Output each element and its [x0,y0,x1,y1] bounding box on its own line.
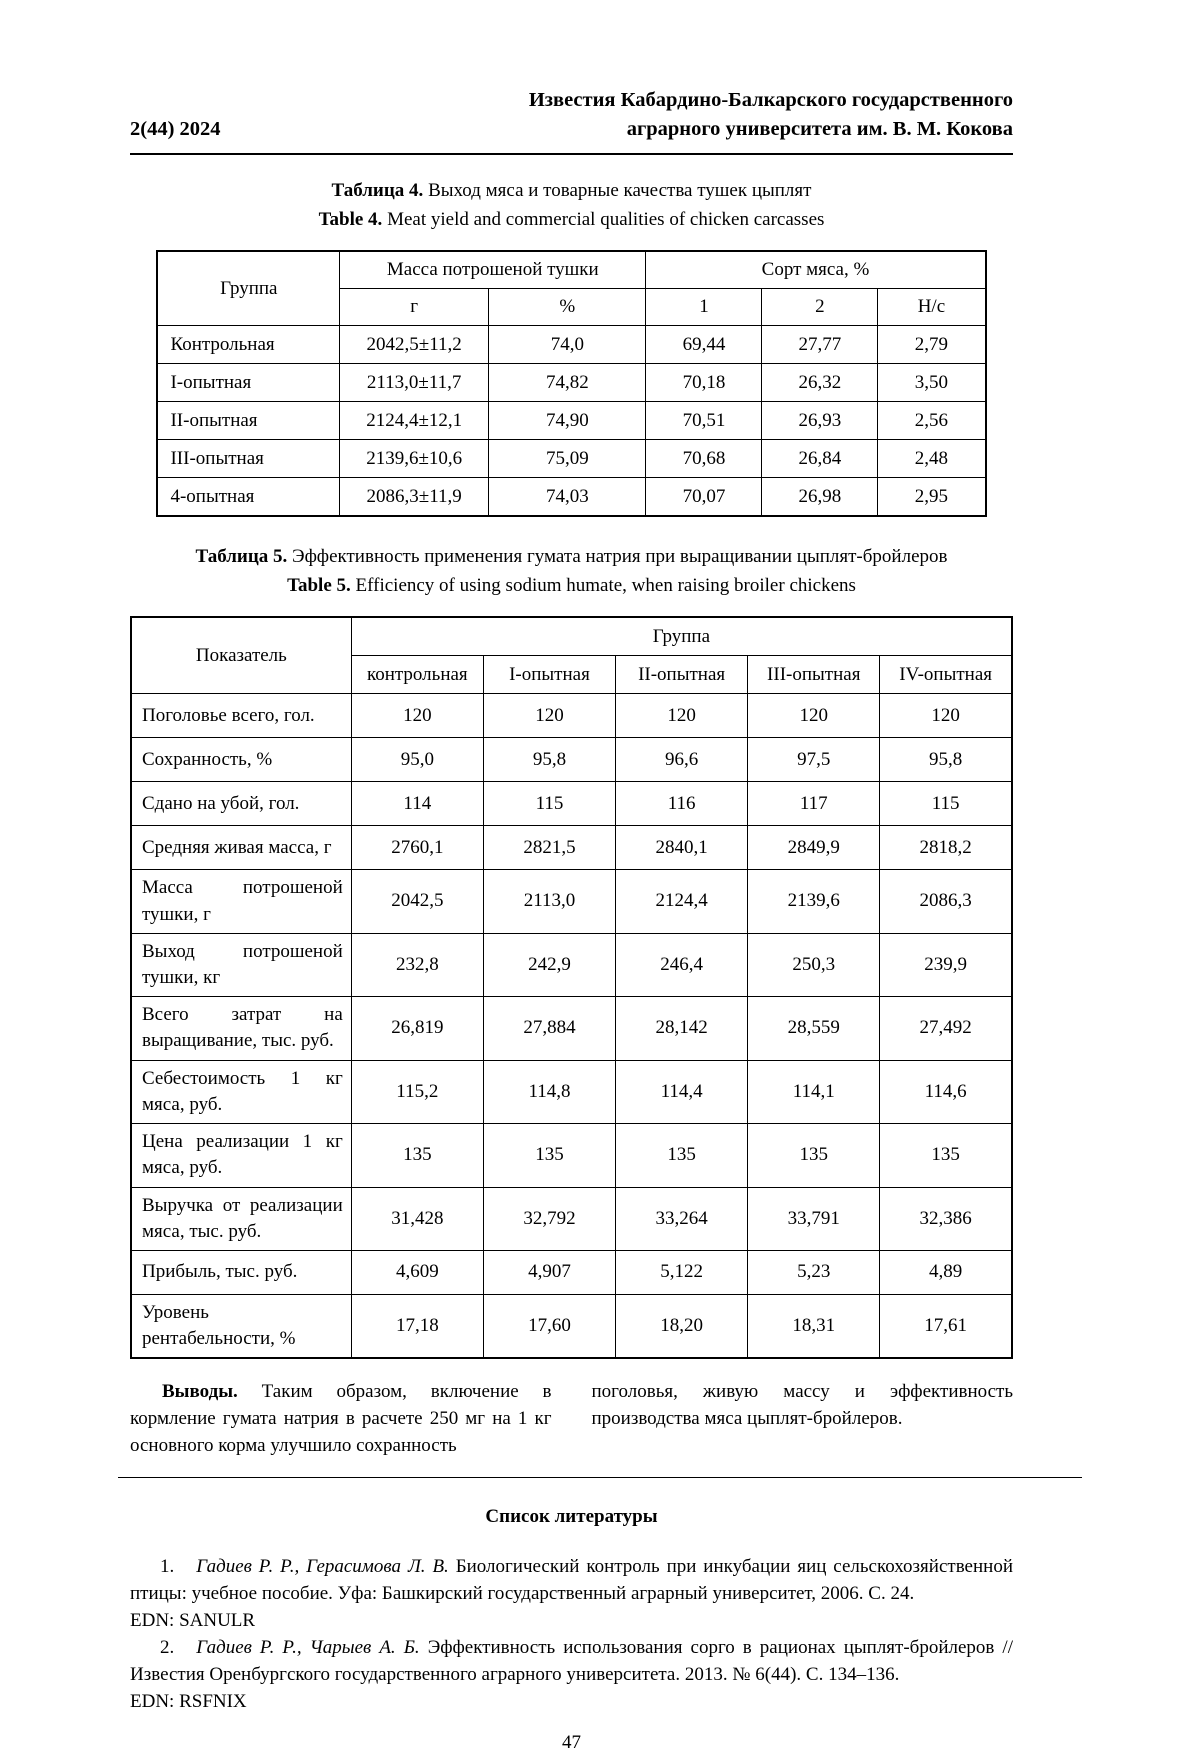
row-label: Сохранность, % [131,738,351,782]
table-row [131,870,1012,933]
row-value: 70,68 [646,440,762,478]
reference-2-edn: EDN: RSFNIX [130,1691,247,1713]
row-value: 18,31 [748,1295,880,1359]
row-value: 95,8 [880,738,1012,782]
row-value: 239,9 [880,933,1012,996]
row-value: 114,8 [483,1060,615,1123]
row-label: Поголовье всего, гол. [131,694,351,738]
row-value: 74,03 [489,478,646,517]
table5-caption-ru-label: Таблица 5. [195,546,288,568]
row-label: Выход потрошеной тушки, кг [131,933,351,996]
table5-subheader-control: контрольная [351,656,483,694]
table4-subheader-percent: % [489,289,646,326]
row-value: 114,6 [880,1060,1012,1123]
row-value: 2139,6±10,6 [340,440,489,478]
row-value: 26,32 [762,364,878,402]
row-value: 95,0 [351,738,483,782]
row-value: 120 [351,694,483,738]
row-value: 116 [616,782,748,826]
row-value: 246,4 [616,933,748,996]
row-value: 135 [351,1124,483,1187]
conclusion-section [130,1379,1013,1459]
table4-header [157,251,985,326]
row-value: 27,77 [762,326,878,364]
table4-subheader-grade2: 2 [762,289,878,326]
table5-caption-en-text: Efficiency of using sodium humate, when raising broiler chickens [350,574,856,596]
table4-caption [130,177,1013,234]
row-value: 17,18 [351,1295,483,1359]
table5-subheader-exp1: I-опытная [483,656,615,694]
table5-subheader-exp4: IV-опытная [880,656,1012,694]
journal-title-line2: аграрного университета им. В. М. Кокова [626,117,1013,140]
row-value: 31,428 [351,1187,483,1250]
table-row [131,826,1012,870]
row-label: Контрольная [157,326,339,364]
page-number: 47 [562,1732,581,1754]
row-label: Средняя живая масса, г [131,826,351,870]
row-value: 26,819 [351,997,483,1060]
row-value: 74,0 [489,326,646,364]
row-value: 114,4 [616,1060,748,1123]
conclusion-lead: Выводы. [162,1381,238,1403]
table5-subheader-exp3: III-опытная [748,656,880,694]
table-row [131,997,1012,1060]
row-value: 2,95 [878,478,986,517]
table5-caption-en [130,572,1013,601]
table4-caption-en-text: Meat yield and commercial qualities of chicken carcasses [382,208,825,230]
table5-caption-ru [130,543,1013,572]
row-value: 2840,1 [616,826,748,870]
reference-item-2 [130,1635,1013,1716]
reference-1-number: 1. [160,1556,175,1578]
row-value: 4,609 [351,1251,483,1295]
row-value: 26,98 [762,478,878,517]
table5-caption-en-label: Table 5. [287,574,351,596]
row-value: 4,89 [880,1251,1012,1295]
row-label: Масса потрошеной тушки, г [131,870,351,933]
row-value: 27,884 [483,997,615,1060]
row-value: 2818,2 [880,826,1012,870]
row-value: 120 [616,694,748,738]
row-value: 74,82 [489,364,646,402]
row-value: 28,559 [748,997,880,1060]
table-row [157,478,985,517]
row-value: 135 [748,1124,880,1187]
row-value: 250,3 [748,933,880,996]
table4-caption-en [130,206,1013,235]
issue-label: 2(44) 2024 [130,118,221,141]
row-value: 232,8 [351,933,483,996]
table5-efficiency [130,616,1013,1359]
table4-header-row1 [157,251,985,289]
row-label: Цена реализации 1 кг мяса, руб. [131,1124,351,1187]
row-label: Уровень рентабельности, % [131,1295,351,1359]
row-value: 117 [748,782,880,826]
table-row [131,1124,1012,1187]
row-value: 2042,5 [351,870,483,933]
table-row [157,440,985,478]
row-value: 114 [351,782,483,826]
table4-subheader-nonstandard: Н/с [878,289,986,326]
row-value: 120 [748,694,880,738]
table-row [131,1251,1012,1295]
row-label: III-опытная [157,440,339,478]
row-value: 2,79 [878,326,986,364]
row-value: 74,90 [489,402,646,440]
row-value: 2086,3 [880,870,1012,933]
header-divider [130,153,1013,155]
row-value: 3,50 [878,364,986,402]
table4-caption-ru [130,177,1013,206]
table5-subheader-exp2: II-опытная [616,656,748,694]
table4-body [157,326,985,517]
row-value: 135 [880,1124,1012,1187]
row-value: 2113,0 [483,870,615,933]
reference-1-authors: Гадиев Р. Р., Герасимова Л. В. [196,1556,449,1578]
row-value: 33,791 [748,1187,880,1250]
conclusion-text2: поголовья, живую массу и эффективность производства мяса цыплят-бройлеров. [591,1381,1013,1430]
row-label: Сдано на убой, гол. [131,782,351,826]
conclusion-text1: Таким образом, включение в кормление гумата натрия в расчете 250 мг на 1 кг основного корма улучшило сохранность [130,1381,552,1456]
table4-caption-ru-text: Выход мяса и товарные качества тушек цыплят [423,180,812,202]
row-value: 5,122 [616,1251,748,1295]
table5-caption-ru-text: Эффективность применения гумата натрия при выращивании цыплят-бройлеров [287,546,948,568]
row-value: 75,09 [489,440,646,478]
row-value: 17,61 [880,1295,1012,1359]
row-value: 96,6 [616,738,748,782]
row-value: 18,20 [616,1295,748,1359]
row-value: 242,9 [483,933,615,996]
row-label: I-опытная [157,364,339,402]
table4-caption-en-label: Table 4. [318,208,383,230]
row-value: 28,142 [616,997,748,1060]
row-label: Выручка от реализации мяса, тыс. руб. [131,1187,351,1250]
row-value: 2042,5±11,2 [340,326,489,364]
row-value: 70,51 [646,402,762,440]
table4-meat-yield [156,250,986,517]
row-value: 115 [880,782,1012,826]
row-value: 5,23 [748,1251,880,1295]
table4-subheader-grade1: 1 [646,289,762,326]
row-value: 114,1 [748,1060,880,1123]
table5-header-indicator: Показатель [131,617,351,694]
row-value: 17,60 [483,1295,615,1359]
reference-item-1 [130,1554,1013,1635]
row-value: 69,44 [646,326,762,364]
row-label: Себестоимость 1 кг мяса, руб. [131,1060,351,1123]
table5-caption [130,543,1013,600]
table5-body [131,694,1012,1359]
row-value: 115 [483,782,615,826]
table-row [157,326,985,364]
row-value: 115,2 [351,1060,483,1123]
row-label: Всего затрат на выращивание, тыс. руб. [131,997,351,1060]
row-value: 2760,1 [351,826,483,870]
table5-header-row1 [131,617,1012,656]
row-value: 32,386 [880,1187,1012,1250]
row-value: 33,264 [616,1187,748,1250]
reference-2-text: Эффективность использования сорго в рационах цыплят-бройлеров // Известия Оренбургского государственного аграрного университета. 2013. № 6(44). С. 134–136. [130,1637,1013,1686]
row-value: 26,93 [762,402,878,440]
table-row [131,1187,1012,1250]
table-row [131,1295,1012,1359]
references-divider [118,1477,1082,1478]
journal-title-line1: Известия Кабардино-Балкарского государственного [528,89,1013,111]
row-value: 4,907 [483,1251,615,1295]
row-value: 27,492 [880,997,1012,1060]
row-label: 4-опытная [157,478,339,517]
table4-header-group: Группа [157,251,339,326]
row-value: 2,48 [878,440,986,478]
table-row [131,738,1012,782]
row-value: 2086,3±11,9 [340,478,489,517]
row-value: 2113,0±11,7 [340,364,489,402]
table-row [157,364,985,402]
table-row [131,1060,1012,1123]
table4-subheader-grams: г [340,289,489,326]
row-value: 120 [483,694,615,738]
table4-header-meat-grade: Сорт мяса, % [646,251,986,289]
row-value: 2124,4 [616,870,748,933]
row-value: 70,07 [646,478,762,517]
table4-caption-ru-label: Таблица 4. [331,180,424,202]
row-value: 2849,9 [748,826,880,870]
conclusion-column1 [130,1379,552,1459]
row-label: II-опытная [157,402,339,440]
references-heading: Список литературы [485,1506,658,1528]
row-value: 120 [880,694,1012,738]
table-row [131,782,1012,826]
row-value: 2,56 [878,402,986,440]
reference-2-number: 2. [160,1637,175,1659]
table5-header [131,617,1012,694]
table-row [131,694,1012,738]
row-value: 2124,4±12,1 [340,402,489,440]
row-value: 32,792 [483,1187,615,1250]
row-label: Прибыль, тыс. руб. [131,1251,351,1295]
journal-title [529,86,1013,143]
row-value: 26,84 [762,440,878,478]
reference-1-text: Биологический контроль при инкубации яиц сельскохозяйственной птицы: учебное пособие. Уфа: Башкирский государственный аграрный университет, 2006. С. 24. [130,1556,1013,1605]
row-value: 70,18 [646,364,762,402]
row-value: 2139,6 [748,870,880,933]
references-list [130,1554,1013,1716]
page-header [130,86,1013,143]
table-row [131,933,1012,996]
table4-header-carcass-mass: Масса потрошеной тушки [340,251,646,289]
row-value: 2821,5 [483,826,615,870]
row-value: 135 [483,1124,615,1187]
reference-1-edn: EDN: SANULR [130,1610,256,1632]
reference-2-authors: Гадиев Р. Р., Чарыев А. Б. [196,1637,420,1659]
table5-header-group: Группа [351,617,1012,656]
row-value: 97,5 [748,738,880,782]
conclusion-column2 [592,1379,1014,1459]
table-row [157,402,985,440]
row-value: 95,8 [483,738,615,782]
row-value: 135 [616,1124,748,1187]
